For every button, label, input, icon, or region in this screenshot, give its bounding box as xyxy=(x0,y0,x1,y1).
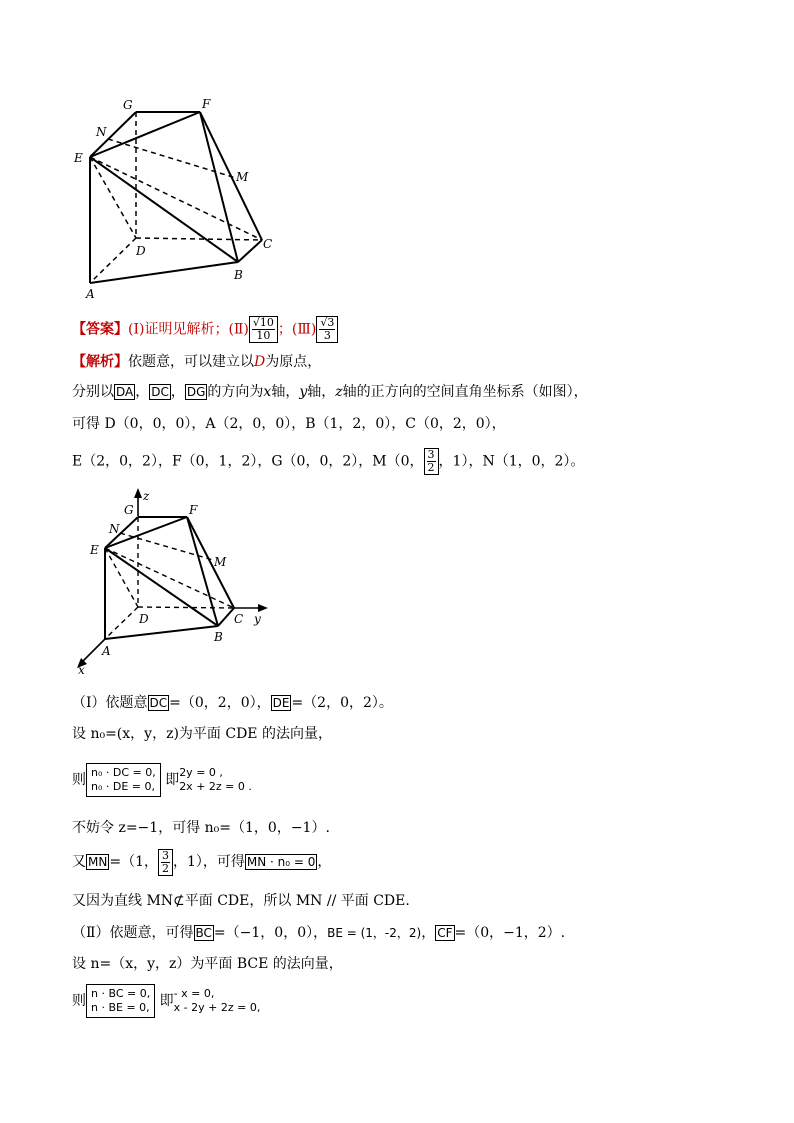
vector-BC: BC xyxy=(195,926,212,940)
fraction-neg-3-over-2: $\frac{3}{2}$ xyxy=(158,849,173,876)
part2-system: 则 n · BC = 0, n · BE = 0, 即 - x = 0, x - 2y + 2z = 0, xyxy=(72,984,260,1018)
vector-DE: DE xyxy=(272,696,290,710)
label-F: F xyxy=(189,503,198,517)
vector-DA: DA xyxy=(116,385,134,399)
fraction-sqrt10-over-10: $\frac{√10}{10}$ xyxy=(249,316,278,343)
analysis-line-4: E（2，0，2），F（0，1，2），G（0，0，2），M（0， $\frac{3}{2}$ ，1），N（1，0，2）。 xyxy=(72,448,585,474)
label-F: F xyxy=(202,97,211,111)
label-D: D xyxy=(136,244,146,258)
coordinate-figure-2 xyxy=(68,484,278,676)
equation-system-2: 2y = 0 , 2x + 2z = 0 . xyxy=(179,766,252,793)
label-M: M xyxy=(214,555,227,569)
label-G: G xyxy=(124,503,134,517)
part2-normal-def: 设 n=（x，y，z）为平面 BCE 的法向量， xyxy=(72,956,343,972)
vector-BE: BE = (1，-2，2) xyxy=(327,926,422,940)
equation-system-3: n · BC = 0, n · BE = 0, xyxy=(86,984,155,1018)
vector-CF: CF xyxy=(437,926,453,940)
label-E: E xyxy=(74,151,83,165)
vector-DC: DC xyxy=(149,696,168,710)
axis-label-y: y xyxy=(254,612,261,626)
fraction-3-over-2: $\frac{3}{2}$ xyxy=(424,448,439,475)
label-C: C xyxy=(234,612,244,626)
analysis-line-2: 分别以 DA ， DC ， DG 的方向为x轴，y轴，z轴的正方向的空间直角坐标系（如图）， xyxy=(72,384,588,400)
label-M: M xyxy=(236,170,249,184)
answer-tag: 【答案】 xyxy=(72,321,128,338)
part2-line-1: （Ⅱ）依题意，可得 BC =（−1，0，0），BE = (1，-2，2)， CF =（0，−1，2）. xyxy=(72,925,566,941)
axis-label-z: z xyxy=(143,489,150,503)
equation-system-1: n₀ · DC = 0, n₀ · DE = 0, xyxy=(86,763,161,797)
analysis-line-3: 可得 D（0，0，0），A（2，0，0），B（1，2，0），C（0，2，0）， xyxy=(72,416,506,432)
label-A: A xyxy=(86,287,95,301)
vector-MN: MN xyxy=(88,855,108,869)
part1-line-1: （Ⅰ）依题意 DC =（0，2，0）， DE =（2，0，2）。 xyxy=(72,695,393,711)
vector-DG: DG xyxy=(186,385,206,399)
label-C: C xyxy=(263,237,273,251)
label-N: N xyxy=(96,125,107,139)
equation-system-4: - x = 0, x - 2y + 2z = 0, xyxy=(173,987,261,1014)
part1-normal-def: 设 n₀=(x，y，z)为平面 CDE 的法向量， xyxy=(72,726,332,742)
part1-mn-line: 又 MN =（1， $\frac{3}{2}$ ，1），可得 MN · n₀ = 0 ， xyxy=(72,848,332,875)
label-B: B xyxy=(214,630,223,644)
analysis-line-1: 【解析】依题意，可以建立以D为原点， xyxy=(72,354,322,370)
answer-separator: ；(Ⅲ) xyxy=(277,321,317,338)
label-N: N xyxy=(109,522,120,536)
label-E: E xyxy=(90,543,99,557)
part1-system: 则 n₀ · DC = 0, n₀ · DE = 0, 即 2y = 0 , 2x + 2z = 0 . xyxy=(72,762,252,798)
axis-label-x: x xyxy=(78,663,85,676)
part1-let: 不妨令 z=−1，可得 n₀=（1，0，−1）. xyxy=(72,820,330,836)
label-D: D xyxy=(139,612,149,626)
answer-text: (Ⅰ)证明见解析；(Ⅱ) xyxy=(128,321,249,338)
vector-DC: DC xyxy=(151,385,169,399)
answer-line xyxy=(72,316,338,343)
polyhedron-figure-1 xyxy=(66,92,296,307)
label-G: G xyxy=(123,98,133,112)
dot-product-MN-n0: MN · n₀ = 0 xyxy=(246,855,316,869)
fraction-sqrt3-over-3: $\frac{√3}{3}$ xyxy=(316,316,338,343)
analysis-tag: 【解析】 xyxy=(72,354,128,370)
label-B: B xyxy=(234,268,243,282)
label-A: A xyxy=(102,644,111,658)
part1-conclusion: 又因为直线 MN⊄平面 CDE，所以 MN // 平面 CDE. xyxy=(72,893,410,909)
